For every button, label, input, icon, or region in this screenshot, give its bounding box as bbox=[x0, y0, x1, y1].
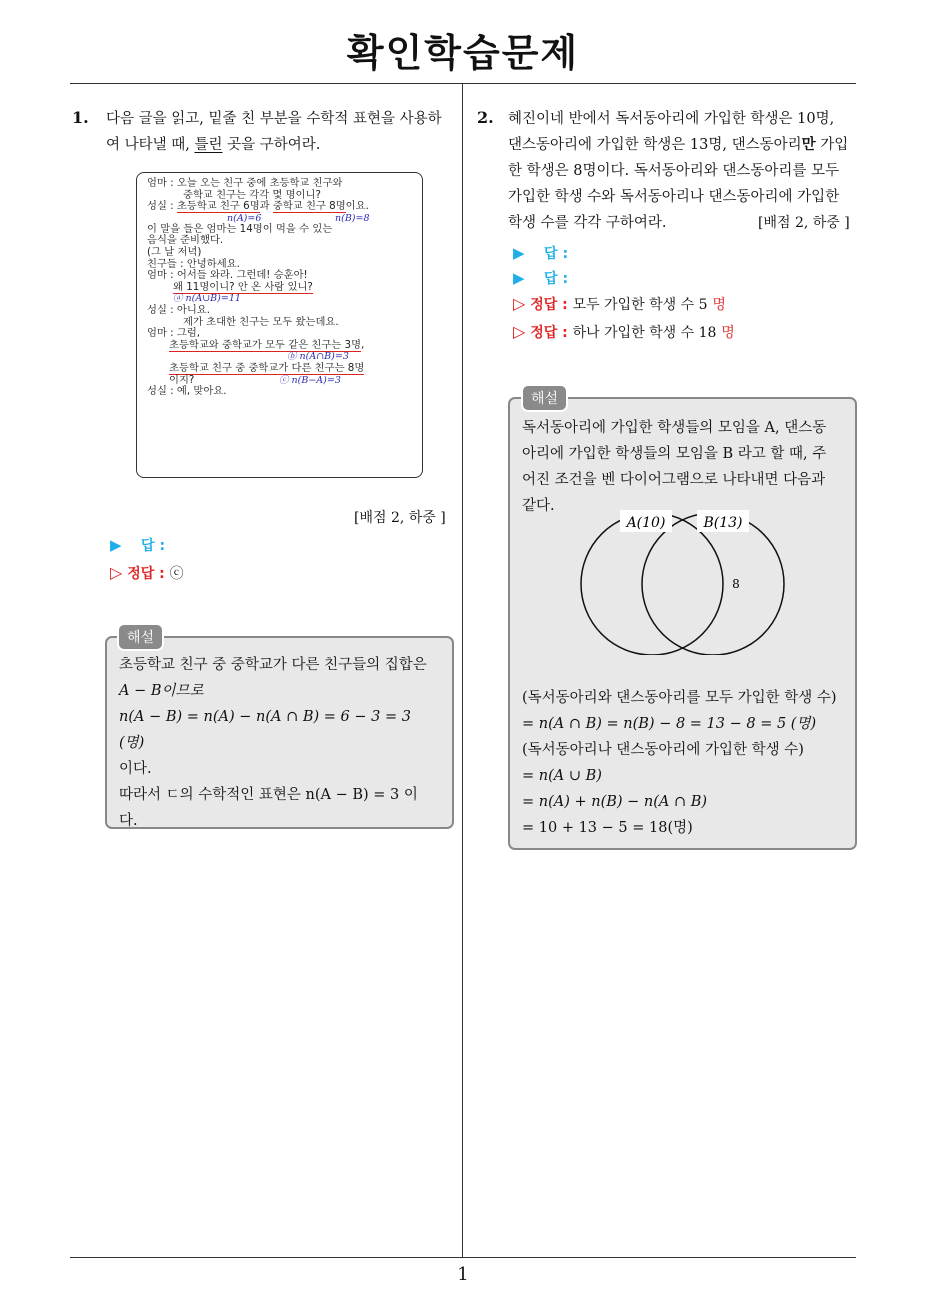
dialogue-box bbox=[136, 172, 423, 478]
underlined-phrase: 초등학교와 중학교가 모두 같은 친구는 3명 bbox=[169, 338, 362, 351]
play-arrow-icon: ▶ bbox=[110, 536, 122, 554]
question-1-explanation-box bbox=[105, 636, 454, 829]
column-divider bbox=[462, 84, 463, 1258]
answer-label: 답 : bbox=[544, 246, 569, 262]
explanation-line: (독서동아리나 댄스동아리에 가입한 학생 수) bbox=[522, 742, 804, 758]
question-2-line: 혜진이네 반에서 독서동아리에 가입한 학생은 10명, bbox=[508, 111, 835, 127]
page-number: 1 bbox=[457, 1264, 469, 1285]
dialogue-line: 성실 : 예, 맞아요. bbox=[147, 385, 227, 398]
dialogue-line: 엄마 : 어서들 와라. 그런데! 승훈아! bbox=[147, 269, 308, 282]
explanation-line: 아리에 가입한 학생들의 모임을 B 라고 할 때, 주 bbox=[522, 446, 827, 462]
question-2-line: 한 학생은 8명이다. 독서동아리와 댄스동아리를 모두 bbox=[508, 163, 840, 179]
explanation-line: = n(A) + n(B) − n(A ∩ B) bbox=[522, 794, 708, 810]
correct-answer-unit: 명 bbox=[712, 297, 726, 313]
dialogue-line: 엄마 : 그럼, bbox=[147, 327, 201, 340]
annotation: n(B)=8 bbox=[335, 212, 370, 224]
outline-arrow-icon: ▷ bbox=[513, 294, 526, 313]
underlined-phrase: 초등학교 친구 6명 bbox=[176, 200, 260, 213]
question-1-line: 곳을 구하여라. bbox=[222, 137, 321, 153]
page-title: 확인학습문제 bbox=[346, 31, 580, 75]
correct-answer: ⓒ bbox=[169, 566, 184, 582]
dialogue-text: 이지? bbox=[169, 373, 195, 386]
question-1-correct-row bbox=[110, 563, 184, 583]
question-2-bold-word: 만 bbox=[801, 136, 816, 153]
question-1-text bbox=[106, 106, 456, 158]
correct-answer-unit: 명 bbox=[721, 325, 735, 341]
question-1-score: [배점 2, 하중 ] bbox=[354, 510, 446, 526]
question-1-answer-row bbox=[110, 535, 165, 555]
question-2-answer-row bbox=[513, 243, 568, 263]
annotation: ⓒ n(B−A)=3 bbox=[279, 374, 341, 386]
question-2-line: 댄스동아리에 가입한 학생은 13명, 댄스동아리 bbox=[508, 137, 802, 153]
question-2-correct-row bbox=[513, 322, 735, 342]
annotation: ⓐ n(A∪B)=11 bbox=[173, 293, 241, 305]
question-2-line: 가입 bbox=[815, 137, 849, 153]
dialogue-line: 음식을 준비했다. bbox=[147, 234, 224, 247]
explanation-line: 같다. bbox=[522, 498, 555, 514]
question-2-line: 학생 수를 각각 구하여라. bbox=[508, 215, 667, 231]
explanation-line: = 10 + 13 − 5 = 18(명) bbox=[522, 820, 693, 836]
correct-label: 정답 : bbox=[127, 566, 165, 582]
footer-rule bbox=[70, 1257, 856, 1258]
venn-circle-a bbox=[581, 513, 723, 655]
explanation-line: = n(A ∪ B) bbox=[522, 768, 602, 784]
venn-label-b: B(13) bbox=[703, 515, 743, 531]
venn-only-b-value: 8 bbox=[732, 577, 740, 591]
explanation-tag: 해설 bbox=[117, 623, 164, 651]
correct-label: 정답 : bbox=[530, 325, 568, 341]
question-1-line: 여 나타낼 때, bbox=[106, 137, 195, 153]
underlined-phrase: 중학교 친구 8명 bbox=[272, 200, 346, 213]
question-2-line: 가입한 학생 수와 독서동아리나 댄스동아리에 가입한 bbox=[508, 189, 840, 205]
play-arrow-icon: ▶ bbox=[513, 269, 525, 287]
question-2-answer-row bbox=[513, 268, 568, 288]
header-rule bbox=[70, 83, 856, 84]
question-1-underlined-word: 틀린 bbox=[194, 137, 223, 153]
question-1-line: 다음 글을 읽고, 밑줄 친 부분을 수학적 표현을 사용하 bbox=[106, 111, 442, 127]
dialogue-line: 엄마 : 오늘 오는 친구 중에 초등학교 친구와 bbox=[147, 177, 343, 189]
explanation-line: 다. bbox=[119, 813, 138, 829]
venn-label-a: A(10) bbox=[626, 515, 666, 531]
explanation-line: 초등학교 친구 중 중학교가 다른 친구들의 집합은 bbox=[119, 657, 427, 673]
dialogue-line: 성실 : 아니요. bbox=[147, 303, 211, 316]
underlined-phrase: 초등학교 친구 중 중학교가 다른 친구는 8명 bbox=[169, 361, 365, 374]
dialogue-line bbox=[147, 282, 422, 294]
answer-label: 답 : bbox=[544, 271, 569, 287]
annotation-line bbox=[147, 213, 422, 224]
play-arrow-icon: ▶ bbox=[513, 244, 525, 262]
dialogue-line: 제가 초대한 친구는 모두 왔는데요. bbox=[183, 315, 339, 328]
dialogue-line: 초등학교와 중학교가 모두 같은 친구는 3명, bbox=[169, 338, 365, 351]
dialogue-line: 친구들 : 안녕하세요. bbox=[147, 257, 240, 270]
correct-label: 정답 : bbox=[530, 297, 568, 313]
explanation-line: A − B이므로 bbox=[119, 683, 204, 699]
dialogue-line: 이 말을 들은 엄마는 14명이 먹을 수 있는 bbox=[147, 222, 333, 235]
outline-arrow-icon: ▷ bbox=[110, 563, 123, 582]
dialogue-line bbox=[147, 375, 422, 387]
explanation-line: 이다. bbox=[119, 761, 152, 777]
answer-label: 답 : bbox=[141, 538, 166, 554]
question-1-number: 1. bbox=[72, 108, 89, 127]
explanation-tag: 해설 bbox=[521, 384, 568, 412]
dialogue-line: 성실 : 초등학교 친구 6명과 중학교 친구 8명이요. bbox=[147, 200, 369, 213]
explanation-line: 어진 조건을 벤 다이어그램으로 나타내면 다음과 bbox=[522, 472, 826, 488]
venn-circle-b bbox=[642, 513, 784, 655]
explanation-line: 따라서 ㄷ의 수학적인 표현은 n(A − B) = 3 이 bbox=[119, 787, 418, 803]
question-2-score: [배점 2, 하중 ] bbox=[758, 215, 850, 231]
explanation-line: = n(A ∩ B) = n(B) − 8 = 13 − 8 = 5 (명) bbox=[522, 716, 817, 732]
correct-answer: 하나 가입한 학생 수 18 bbox=[572, 325, 717, 341]
correct-answer: 모두 가입한 학생 수 5 bbox=[572, 297, 708, 313]
venn-diagram bbox=[570, 505, 795, 655]
question-2-number: 2. bbox=[477, 108, 494, 127]
underlined-phrase: 왜 11명이니? 안 온 사람 있니? bbox=[173, 280, 313, 293]
dialogue-line: 중학교 친구는 각각 몇 명이니? bbox=[183, 188, 321, 201]
explanation-line: (독서동아리와 댄스동아리를 모두 가입한 학생 수) bbox=[522, 690, 837, 706]
annotation: n(A)=6 bbox=[227, 212, 262, 224]
explanation-line: n(A − B) = n(A) − n(A ∩ B) = 6 − 3 = 3 (명) bbox=[119, 709, 411, 751]
explanation-line: 독서동아리에 가입한 학생들의 모임을 A, 댄스동 bbox=[522, 420, 827, 436]
dialogue-line: (그 날 저녁) bbox=[147, 245, 202, 258]
question-2-correct-row bbox=[513, 294, 726, 314]
outline-arrow-icon: ▷ bbox=[513, 322, 526, 341]
annotation: ⓑ n(A∩B)=3 bbox=[287, 351, 349, 363]
